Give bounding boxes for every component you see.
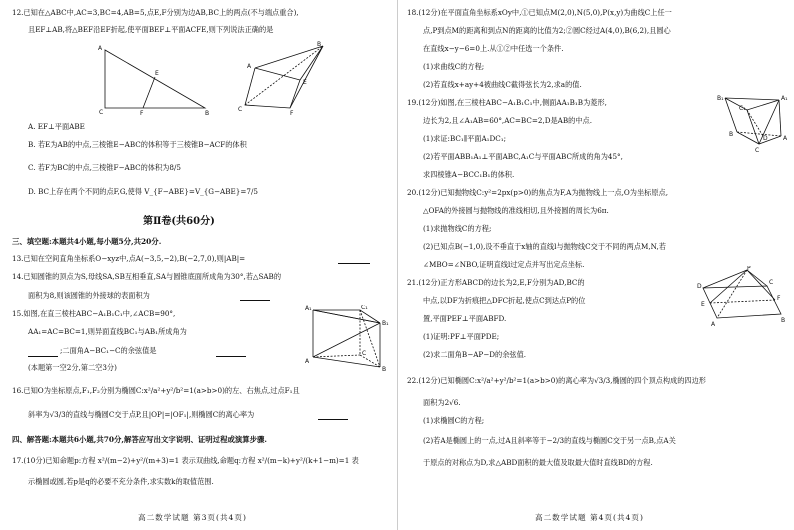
q19-line2: 边长为2,且∠A₁AB=60°,AC=BC=2,D是AB的中点. — [423, 116, 592, 125]
q19-prism-figure — [717, 92, 789, 154]
q19-fig-label-B1: B₁ — [717, 95, 724, 102]
q12-option-a: A. EF⊥平面ABE — [28, 122, 85, 131]
q15-fig-label-C: C — [362, 350, 367, 357]
q19-fig-label-D: D — [763, 135, 768, 142]
section4-heading: 四、解答题:本题共6小题,共70分,解答应写出文字说明、证明过程或演算步骤. — [12, 435, 267, 444]
q16-line2: 斜率为√3/3的直线与椭圆C交于点P,且|OP|=|OF₁|,则椭圆C的离心率为 — [28, 410, 255, 419]
q14-answer-blank — [240, 300, 270, 301]
q21-fig-label-C: C — [769, 279, 774, 286]
q15-fig-label-A1: A₁ — [305, 305, 312, 312]
q15-line1: 15.如图,在直三棱柱ABC−A₁B₁C₁中,∠ACB=90°, — [12, 309, 176, 318]
q12-fig2-label-B: B — [317, 41, 322, 48]
q19-fig-label-C1: C₁ — [739, 105, 746, 112]
q12-fig2-label-F: F — [290, 110, 294, 115]
q16-line1: 16.已知O为坐标原点,F₁,F₂分别为椭圆C:x²/a²+y²/b²=1(a>b>0)的左、右焦点,过点F₁且 — [12, 386, 300, 395]
q15-fig-label-B1: B₁ — [382, 320, 389, 327]
q12-stem-line2: 且EF⊥AB,将△BEF沿EF折起,使平面BEF⊥平面ACFE,则下列说法正确的是 — [28, 25, 274, 34]
q15-line2: AA₁=AC=BC=1,则异面直线BC₁与AB₁所成角为 — [28, 327, 187, 336]
q12-option-d: D. BC上存在两个不同的点F,G,使得 V_{F−ABE}=V_{G−ABE}=7/5 — [28, 187, 258, 196]
q17-line1: 17.(10分)已知命题p:方程 x²/(m−2)+y²/(m+3)=1 表示双曲线,命题q:方程 x²/(m−k)+y²/(k+1−m)=1 表 — [12, 456, 359, 465]
right-page-footer: 高二数学试题 第4页(共4页) — [535, 513, 644, 522]
q22-line1: 22.(12分)已知椭圆C:x²/a²+y²/b²=1(a>b>0)的离心率为√3/3,椭圆的四个顶点构成的四边形 — [407, 376, 706, 385]
q19-part2-line2: 求四棱锥A−BCC₁B₁的体积. — [423, 170, 515, 179]
left-page-footer: 高二数学试题 第3页(共4页) — [138, 513, 247, 522]
q21-line2: 中点,以DF为折痕把△DFC折起,使点C到达点P的位 — [423, 296, 586, 305]
q12-fig2-label-E: E — [303, 79, 307, 86]
q20-part2-line1: (2)已知点B(−1,0),设不垂直于x轴的直线l与抛物线C交于不同的两点M,N,若 — [423, 242, 666, 251]
q12-stem-line1: 12.已知在△ABC中,AC=3,BC=4,AB=5,点E,F分别为边AB,BC上的两点(不与端点重合), — [12, 8, 299, 17]
q17-line2: 示椭圆或圆,若p是q的必要不充分条件,求实数k的取值范围. — [28, 477, 214, 486]
q20-part2-line2: ∠MBO=∠NBO,证明直线l过定点并写出定点坐标. — [423, 260, 585, 269]
q12-option-b: B. 若E为AB的中点,三棱锥E−ABC的体积等于三棱锥B−ACF的体积 — [28, 140, 247, 149]
q18-line3: 在直线x−y−6=0上.从①②中任选一个条件. — [423, 44, 564, 53]
q21-line1: 21.(12分)正方形ABCD的边长为2,E,F分别为AD,BC的 — [407, 278, 585, 287]
q12-fig-label-A: A — [98, 45, 103, 52]
q22-part1: (1)求椭圆C的方程; — [423, 416, 485, 425]
right-page — [397, 0, 794, 530]
q22-line2: 面积为2√6. — [423, 398, 461, 407]
q21-fig-label-P: P — [747, 266, 751, 272]
q12-fig2-label-C: C — [238, 106, 243, 113]
q19-fig-label-C: C — [755, 147, 760, 154]
q22-part2-line1: (2)若A是椭圆上的一点,过A且斜率等于−2/3的直线与椭圆C交于另一点B,点A关 — [423, 436, 676, 445]
q15-answer-blank-2 — [216, 356, 246, 357]
q21-part1: (1)证明:PF⊥平面PDE; — [423, 332, 500, 341]
q12-fig-label-C: C — [99, 109, 104, 115]
q21-fig-label-F: F — [777, 295, 781, 302]
q12-option-c: C. 若F为BC的中点,三棱锥F−ABC的体积为8/5 — [28, 163, 181, 172]
q12-fig-label-B: B — [205, 110, 210, 115]
q19-fig-label-A1: A₁ — [781, 95, 788, 102]
q20-part1: (1)求抛物线C的方程; — [423, 224, 492, 233]
q20-line2: △OFA的外接圆与抛物线的准线相切,且外接圆的周长为6π. — [423, 206, 609, 215]
q15-fig-label-A: A — [305, 358, 310, 365]
q13-text: 13.已知在空间直角坐标系O−xyz中,点A(−3,5,−2),B(−2,7,0),则|AB|= — [12, 254, 246, 263]
q19-part1: (1)求证:BC₁∥平面A₁DC₁; — [423, 134, 507, 143]
q12-figure — [95, 40, 325, 115]
q21-line3: 置,平面PEF⊥平面ABFD. — [423, 314, 507, 323]
section3-heading: 三、填空题:本题共4小题,每小题5分,共20分. — [12, 237, 162, 246]
q18-part1: (1)求曲线C的方程; — [423, 62, 485, 71]
q19-fig-label-A: A — [783, 135, 788, 142]
q18-line2: 点,P到点M的距离和到点N的距离的比值为2;②圆C经过A(4,0),B(6,2),且圆心 — [423, 26, 671, 35]
q20-line1: 20.(12分)已知抛物线C:y²=2px(p>0)的焦点为F,A为抛物线上一点,O为坐标原点, — [407, 188, 669, 197]
q21-fig-label-A: A — [711, 321, 716, 328]
q21-folded-square-figure — [697, 266, 789, 330]
q18-part2: (2)若直线x+ay+4被曲线C截得弦长为2,求a的值. — [423, 80, 582, 89]
q15-answer-blank-1 — [28, 356, 58, 357]
q22-part2-line2: 于原点的对称点为D,求△ABD面积的最大值及取最大值时直线BD的方程. — [423, 458, 653, 467]
q21-fig-label-E: E — [701, 301, 705, 308]
q12-fig-label-E: E — [155, 70, 159, 77]
q18-line1: 18.(12分)在平面直角坐标系xOy中,①已知点M(2,0),N(5,0),P(x,y)为曲线C上任一 — [407, 8, 672, 17]
q19-part2-line1: (2)若平面ABB₁A₁⊥平面ABC,A₁C与平面ABC所成的角为45°, — [423, 152, 623, 161]
q14-line2: 面积为8,则该圆锥的外接球的表面积为 — [28, 291, 150, 300]
part2-title: 第Ⅱ卷(共60分) — [143, 216, 215, 227]
q12-fig-label-F: F — [140, 110, 144, 115]
q15-prism-figure — [305, 305, 390, 373]
q21-fig-label-D: D — [697, 283, 702, 290]
q15-fig-label-C1: C₁ — [361, 305, 368, 311]
q13-answer-blank — [338, 263, 370, 264]
q21-fig-label-B: B — [781, 317, 786, 324]
q19-fig-label-B: B — [729, 131, 734, 138]
q12-fig2-label-A: A — [247, 63, 252, 70]
q16-answer-blank — [318, 419, 348, 420]
q15-line3: ;二面角A−BC₁−C的余弦值是 — [60, 346, 157, 355]
q21-part2: (2)求二面角B−AP−D的余弦值. — [423, 350, 527, 359]
q15-fig-label-B: B — [382, 366, 387, 373]
q15-note: (本题第一空2分,第二空3分) — [28, 363, 117, 372]
q14-line1: 14.已知圆锥的顶点为S,母线SA,SB互相垂直,SA与圆锥底面所成角为30°,若△SAB的 — [12, 272, 282, 281]
q19-line1: 19.(12分)如图,在三棱柱ABC−A₁B₁C₁中,侧面AA₁B₁B为菱形, — [407, 98, 607, 107]
